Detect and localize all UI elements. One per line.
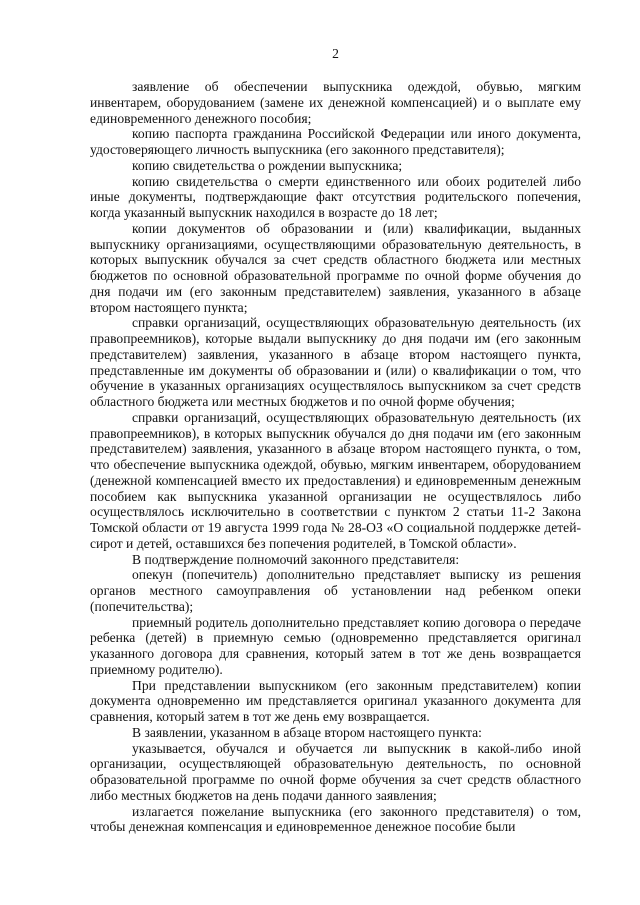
paragraph: указывается, обучался и обучается ли выпускник в какой-либо иной организации, осуществляющей образовательную деятельность, по основной образовательной программе по очной форме обучения за счет средств областного либо местных бюджетов на день подачи данного заявления; [90,740,581,803]
paragraph: копию свидетельства о смерти единственного или обоих родителей либо иные документы, подтверждающие факт отсутствия родительского попечения, когда указанный выпускник находился в возрасте до 18 лет; [90,173,581,220]
paragraph: копию паспорта гражданина Российской Федерации или иного документа, удостоверяющего личность выпускника (его законного представителя); [90,126,581,157]
paragraph: опекун (попечитель) дополнительно представляет выписку из решения органов местного самоуправления об установлении над ребенком опеки (попечительства); [90,567,581,614]
paragraph: В подтверждение полномочий законного представителя: [132,551,460,567]
paragraph: излагается пожелание выпускника (его законного представителя) о том, чтобы денежная компенсация и единовременное денежное пособие были [90,803,581,835]
paragraph: справки организаций, осуществляющих образовательную деятельность (их правопреемников), которые выдали выпускнику до дня подачи им (его законным представителем) заявления, указанного в абзаце втором настоящего пункта, представленные им документы об образовании и (или) о квалификации о том, что обучение в указанных организациях осуществлялось выпускником за счет средств областного бюджета или местных бюджетов и по очной форме обучения; [90,315,581,409]
paragraph: копию свидетельства о рождении выпускника; [132,157,403,173]
paragraph: приемный родитель дополнительно представляет копию договора о передаче ребенка (детей) в приемную семью (одновременно представляется оригинал указанного договора для сравнения, который затем в тот же день возвращается приемному родителю). [90,614,581,677]
paragraph: копии документов об образовании и (или) квалификации, выданных выпускнику организациями, осуществляющими образовательную деятельность, в которых выпускник обучался за счет средств областного бюджета или местных бюджетов по основной образовательной программе по очной форме обучения до дня подачи им (его законным представителем) заявления, указанного в абзаце втором настоящего пункта; [90,220,581,315]
paragraph: заявление об обеспечении выпускника одеждой, обувью, мягким инвентарем, оборудованием (замене их денежной компенсацией) и о выплате ему единовременного денежного пособия; [90,79,581,126]
paragraph: При представлении выпускником (его законным представителем) копии документа одновременно им представляется оригинал указанного документа для сравнения, который затем в тот же день ему возвращается. [90,677,581,724]
paragraph: справки организаций, осуществляющих образовательную деятельность (их правопреемников), в которых выпускник обучался до дня подачи им (его законным представителем) заявления, указанного в абзаце втором настоящего пункта, о том, что обеспечение выпускника одеждой, обувью, мягким инвентарем, оборудованием (денежной компенсацией вместо их предоставления) и единовременным денежным пособием как выпускника указанной организации не осуществлялось либо осуществлялось исключительно в соответствии с пунктом 2 статьи 11-2 Закона Томской области от 19 августа 1999 года № 28-ОЗ «О социальной поддержке детей-сирот и детей, оставшихся без попечения родителей, в Томской области». [90,409,581,551]
document-body [90,79,581,835]
paragraph: В заявлении, указанном в абзаце втором настоящего пункта: [132,724,482,740]
page-number: 2 [332,46,339,61]
